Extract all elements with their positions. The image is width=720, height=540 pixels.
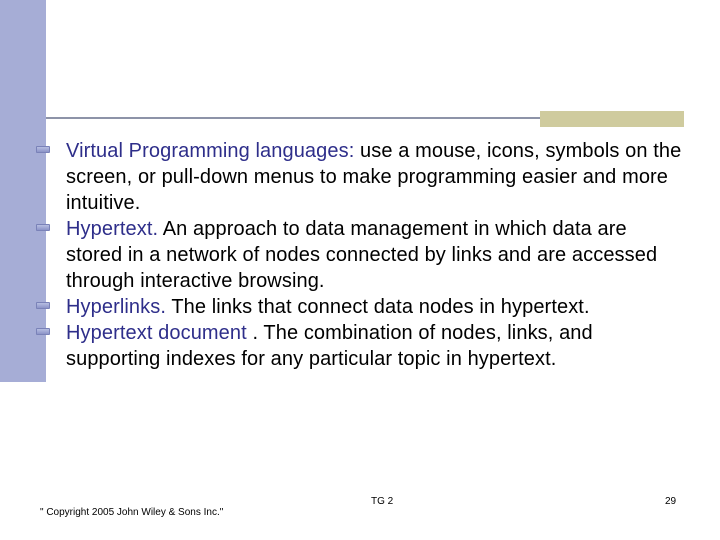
bullet-item	[36, 216, 686, 294]
bullet-description: An approach to data management in which data are stored in a network of nodes connected by links and are accessed through interactive browsing.	[66, 218, 658, 292]
accent-block	[540, 111, 684, 127]
bullet-term-separator: .	[252, 322, 259, 344]
bullet-item	[36, 138, 686, 216]
bullet-item	[36, 320, 686, 372]
bullet-text	[66, 216, 686, 294]
bullet-term-separator: :	[348, 140, 355, 162]
bullet-term-separator: .	[152, 218, 159, 240]
bullet-marker-icon	[36, 328, 50, 335]
bullet-term: Hypertext document	[66, 322, 253, 344]
page-number: 29	[665, 496, 677, 507]
bullet-description: The links that connect data nodes in hypertext.	[166, 296, 590, 318]
bullet-term: Hypertext	[66, 218, 153, 240]
bullet-description: The combination of nodes, links, and supporting indexes for any particular topic in hypertext.	[66, 322, 593, 370]
chapter-label: TG 2	[371, 496, 394, 507]
bullet-text	[66, 320, 686, 372]
slide-body	[36, 138, 686, 372]
bullet-item	[36, 294, 686, 320]
bullet-text	[66, 294, 686, 320]
bullet-term: Hyperlinks	[66, 296, 161, 318]
bullet-description: use a mouse, icons, symbols on the screen, or pull-down menus to make programming easier and more intuitive.	[66, 140, 682, 214]
bullet-term: Virtual Programming languages	[66, 140, 349, 162]
bullet-marker-icon	[36, 146, 50, 153]
copyright-footer: " Copyright 2005 John Wiley & Sons Inc."	[40, 507, 224, 518]
bullet-term-separator: .	[160, 296, 167, 318]
bullet-text	[66, 138, 686, 216]
bullet-marker-icon	[36, 302, 50, 309]
bullet-marker-icon	[36, 224, 50, 231]
